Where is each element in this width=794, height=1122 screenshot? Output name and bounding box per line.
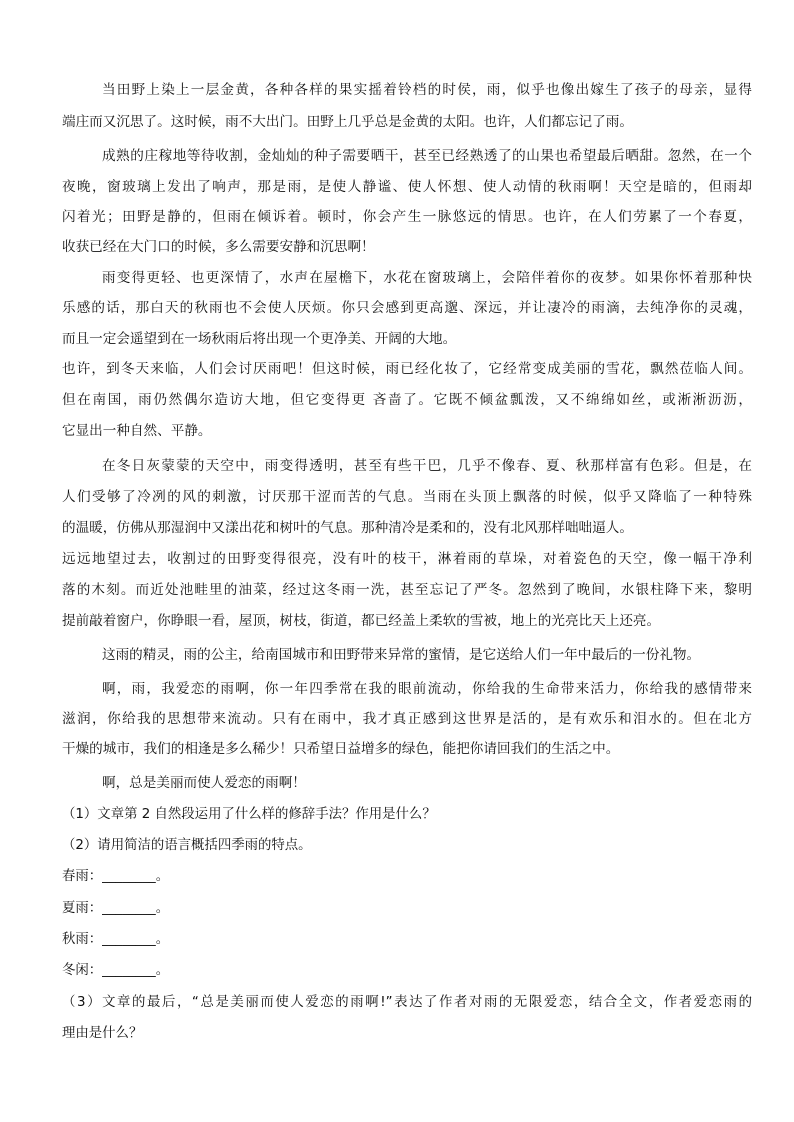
passage-line: 干燥的城市，我们的相逢是多么稀少！只希望日益增多的绿色，能把你请回我们的生活之中。 xyxy=(62,741,620,757)
passage-line: 当田野上染上一层金黄，各种各样的果实摇着铃档的时侯，雨，似乎也像出嫁生了孩子的母亲，显得 xyxy=(102,82,752,98)
passage-line: 端庄而又沉思了。这时候，雨不大出门。田野上几乎总是金黄的太阳。也许，人们都忘记了雨。 xyxy=(62,114,633,130)
passage-line: 提前敲着窗户，你睁眼一看，屋顶，树枝，街道，都已经盖上柔软的雪被，地上的光亮比天上还亮。 xyxy=(62,613,661,629)
passage-line: 它显出一种自然、平静。 xyxy=(62,423,212,439)
question-2: （2）请用简洁的语言概括四季雨的特点。 xyxy=(62,838,312,853)
passage-line: 在冬日灰蒙蒙的天空中，雨变得透明，甚至有些干巴，几乎不像春、夏、秋那样富有色彩。但是，在 xyxy=(102,458,752,474)
passage-line: 成熟的庄稼地等待收割，金灿灿的种子需要晒干，甚至已经熟透了的山果也希望最后晒甜。忽然，在一个 xyxy=(102,148,752,164)
passage-line: 但在南国，雨仍然偶尔造访大地，但它变得更 吝啬了。它既不倾盆瓢泼，又不绵绵如丝，或淅淅沥沥， xyxy=(62,392,752,408)
question-1: （1）文章第 2 自然段运用了什么样的修辞手法？作用是什么？ xyxy=(62,807,436,822)
answer-winter: 冬闲：________。 xyxy=(62,963,170,978)
passage-line: 雨变得更轻、也更深情了，水声在屋檐下，水花在窗玻璃上，会陪伴着你的夜梦。如果你怀着那种快 xyxy=(102,270,752,286)
passage-line: 收获已经在大门口的时候，多么需要安静和沉思啊！ xyxy=(62,239,375,255)
passage-line: 落的木刻。而近处池畦里的油菜，经过这冬雨一洗，甚至忘记了严冬。忽然到了晚间，水银柱降下来，黎明 xyxy=(62,582,752,598)
question-3-line-2: 理由是什么？ xyxy=(62,1026,143,1041)
passage-line: 也许，到冬天来临，人们会讨厌雨吧！但这时候，雨已经化妆了，它经常变成美丽的雪花，飘然莅临人间。 xyxy=(62,361,752,377)
passage-line: 闪着光；田野是静的，但雨在倾诉着。顿时，你会产生一脉悠远的情思。也许，在人们劳累了一个春夏， xyxy=(62,209,752,225)
passage-line: 远远地望过去，收割过的田野变得很亮，没有叶的枝干，淋着雨的草垛，对着瓷色的天空，像一幅干净利 xyxy=(62,551,752,567)
passage-line: 这雨的精灵，雨的公主，给南国城市和田野带来异常的蜜情，是它送给人们一年中最后的一份礼物。 xyxy=(102,647,701,663)
answer-autumn: 秋雨：________。 xyxy=(62,932,170,947)
question-3-line-1: （3）文章的最后，“总是美丽而使人爱恋的雨啊!”表达了作者对雨的无限爱恋，结合全文，作者爱恋雨的 xyxy=(62,995,752,1010)
passage-line: 乐感的话，那白天的秋雨也不会使人厌烦。你只会感到更高邈、深远，并让凄冷的雨滴，去纯净你的灵魂， xyxy=(62,300,752,316)
passage-line: 啊，雨，我爱恋的雨啊，你一年四季常在我的眼前流动，你给我的生命带来活力，你给我的感情带来 xyxy=(102,681,752,697)
answer-summer: 夏雨：________。 xyxy=(62,901,170,916)
passage-line: 滋润，你给我的思想带来流动。只有在雨中，我才真正感到这世界是活的，是有欢乐和泪水的。但在北方 xyxy=(62,711,752,727)
passage-line: 的温暖，仿佛从那湿润中又漾出花和树叶的气息。那种清冷是柔和的，没有北风那样咄咄逼人。 xyxy=(62,520,633,536)
passage-line: 而且一定会遥望到在一场秋雨后将出现一个更净美、开阔的大地。 xyxy=(62,331,457,347)
passage-line: 夜晚，窗玻璃上发出了响声，那是雨，是使人静谧、使人怀想、使人动情的秋雨啊！天空是暗的，但雨却 xyxy=(62,179,752,195)
passage-line: 啊，总是美丽而使人爱恋的雨啊！ xyxy=(102,775,306,791)
answer-spring: 春雨：________。 xyxy=(62,869,170,884)
passage-line: 人们受够了冷冽的风的刺激，讨厌那干涩而苦的气息。当雨在头顶上飘落的时候，似乎又降临了一种特殊 xyxy=(62,489,752,505)
